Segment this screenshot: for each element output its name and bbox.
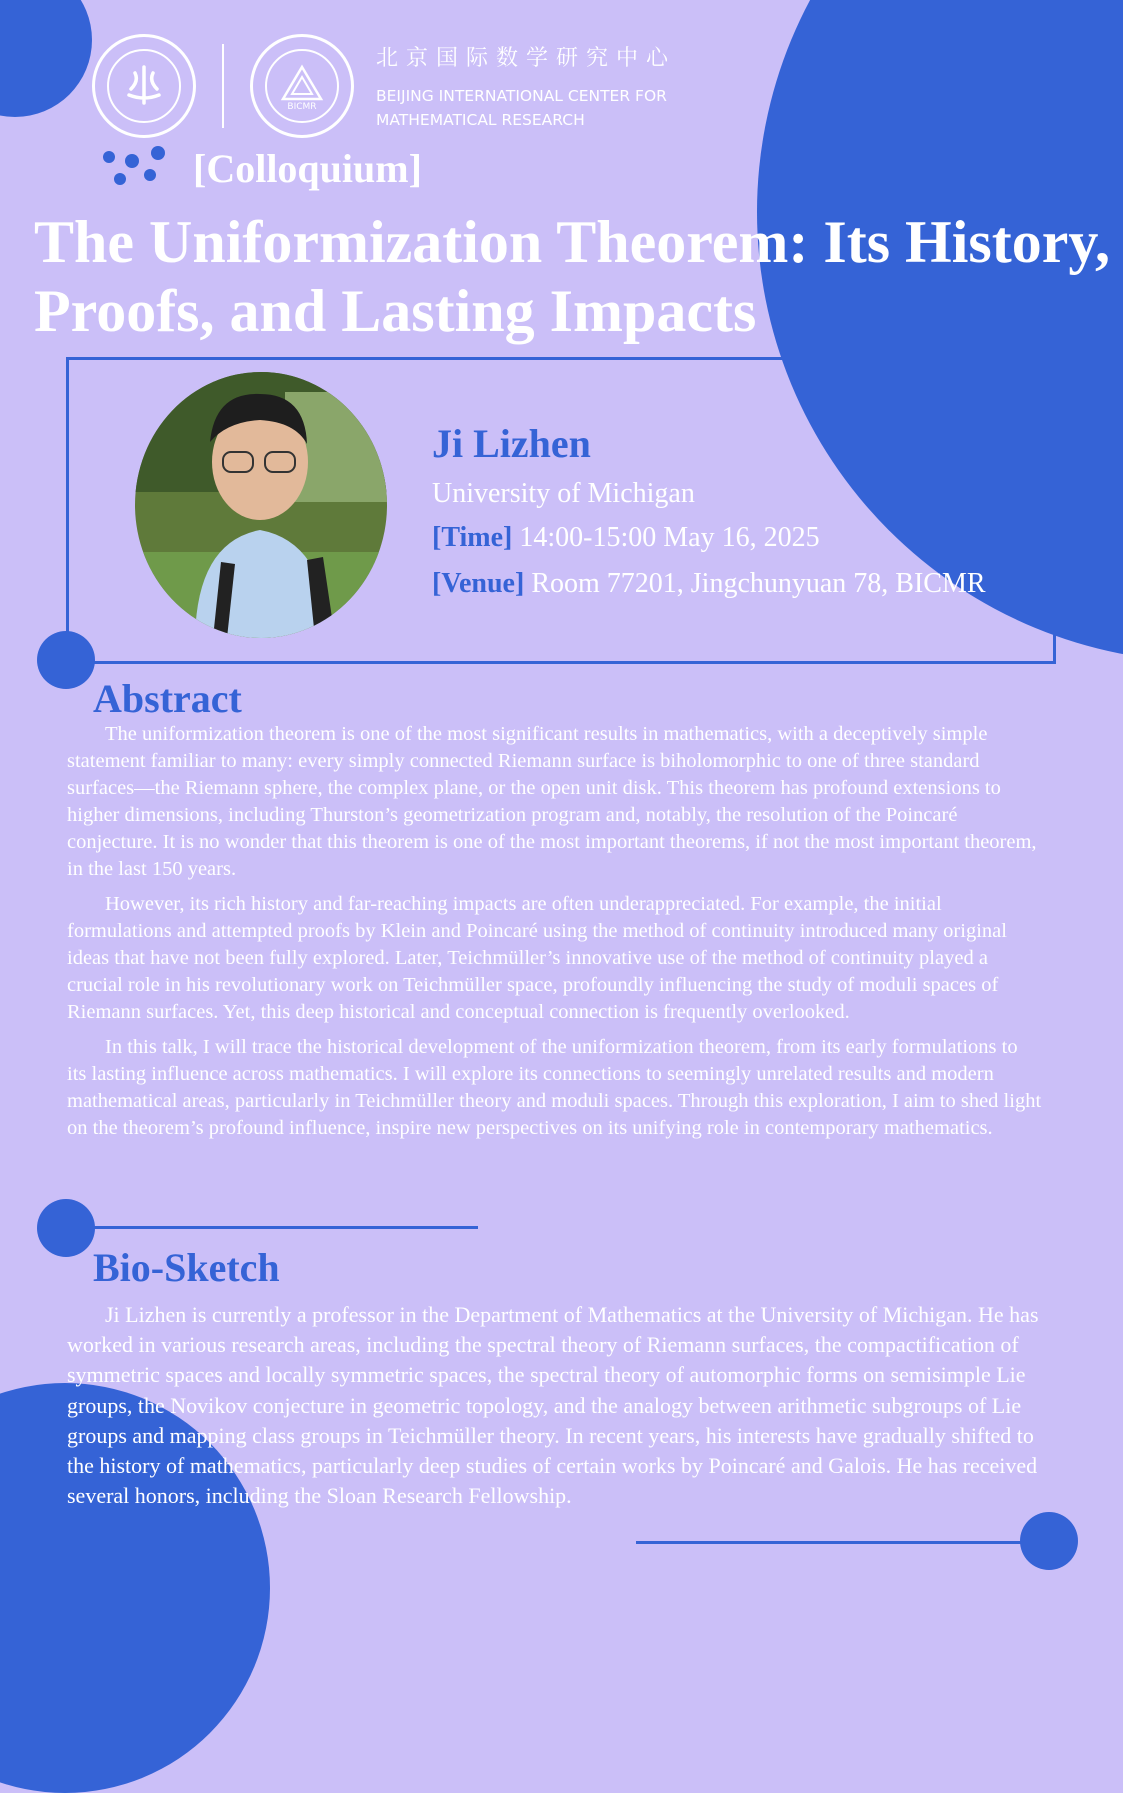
time-value: 14:00-15:00 May 16, 2025 (519, 522, 820, 553)
venue-label: [Venue] (432, 568, 525, 599)
speaker-photo (135, 372, 387, 638)
time-label: [Time] (432, 522, 513, 553)
bio-divider-line (90, 1226, 478, 1229)
footer-divider-dot (1020, 1512, 1078, 1570)
logo-divider (222, 44, 224, 128)
abstract-body (67, 721, 1042, 1150)
center-name-block (376, 41, 676, 132)
abstract-heading: Abstract (93, 676, 242, 721)
center-name-cn: 北京国际数学研究中心 (376, 45, 677, 71)
footer-divider-line (636, 1541, 1056, 1544)
pku-logo (92, 34, 196, 138)
abstract-paragraph: The uniformization theorem is one of the most significant results in mathematics, with a deceptively simple statement familiar to many: every simply connected Riemann surface is biholomorphic to one of three standard surfaces—the Riemann sphere, the complex plane, or the open unit disk. This theorem has profound extensions to higher dimensions, including Thurston’s geometrization program and, notably, the resolution of the Poincaré conjecture. It is no wonder that this theorem is one of the most important theorems, if not the most important theorem, in the last 150 years. (67, 723, 1037, 880)
bio-divider-dot (37, 1199, 95, 1257)
abstract-paragraph: However, its rich history and far-reaching impacts are often underappreciated. For example, the initial formulations and attempted proofs by Klein and Poincaré using the method of continuity introduced many original ideas that have not been fully explored. Later, Teichmüller’s innovative use of the method of continuity played a crucial role in his revolutionary work on Teichmüller space, profoundly influencing the study of moduli spaces of Riemann surfaces. Yet, this deep historical and conceptual connection is frequently overlooked. (67, 893, 1007, 1023)
abstract-paragraph: In this talk, I will trace the historical development of the uniformization theorem, from its early formulations to its lasting influence across mathematics. I will explore its connections to seemingly unrelated results and modern mathematical areas, particularly in Teichmüller theory and moduli spaces. Through this exploration, I aim to shed light on the theorem’s profound influence, inspire new perspectives on its unifying role in contemporary mathematics. (67, 1036, 1042, 1139)
talk-title: The Uniformization Theorem: Its History, Proofs, and Lasting Impacts (34, 209, 1111, 344)
svg-text:BICMR: BICMR (287, 102, 317, 111)
center-name-en-1: BEIJING INTERNATIONAL CENTER FOR (376, 86, 667, 105)
pku-emblem-icon (121, 63, 167, 109)
corner-circle-top-left (0, 0, 92, 117)
bio-paragraph: Ji Lizhen is currently a professor in the Department of Mathematics at the University of Michigan. He has worked in various research areas, including the spectral theory of Riemann surfaces, the compactification of symmetric spaces and locally symmetric spaces, the spectral theory of automorphic forms on semisimple Lie groups, the Novikov conjecture in geometric topology, and the analogy between arithmetic subgroups of Lie groups and mapping class groups in Teichmüller theory. In recent years, his interests have gradually shifted to the history of mathematics, particularly deep studies of certain works by Poincaré and Galois. He has received several honors, including the Sloan Research Fellowship. (67, 1302, 1039, 1509)
venue-value: Room 77201, Jingchunyuan 78, BICMR (531, 568, 986, 599)
time-row (432, 522, 820, 554)
speaker-affiliation: University of Michigan (432, 478, 695, 509)
bio-body (67, 1300, 1047, 1511)
frame-corner-dot (37, 631, 95, 689)
bicmr-logo (250, 34, 354, 138)
dots-decoration-icon (100, 145, 170, 189)
bicmr-triangle-icon (277, 61, 327, 111)
header-logos (92, 32, 676, 140)
venue-row (432, 568, 986, 600)
speaker-name: Ji Lizhen (432, 421, 591, 466)
series-label: [Colloquium] (193, 146, 422, 191)
bio-heading: Bio-Sketch (93, 1245, 280, 1290)
center-name-en-2: MATHEMATICAL RESEARCH (376, 110, 585, 129)
